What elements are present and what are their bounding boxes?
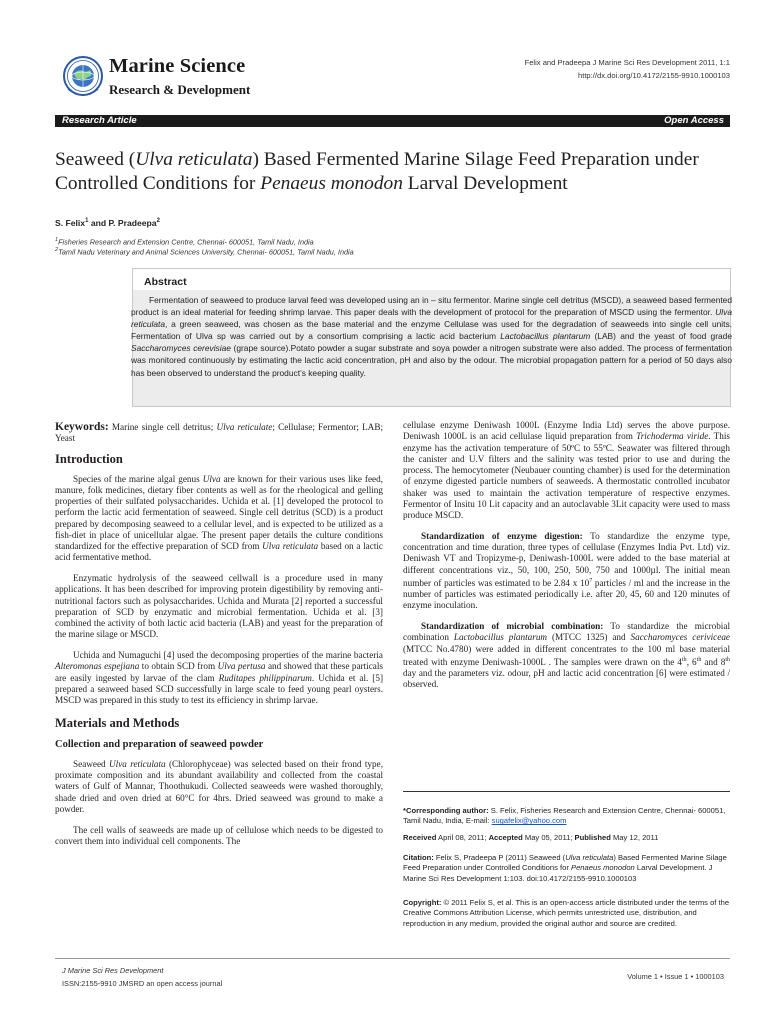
enzyme-digestion-paragraph: Standardization of enzyme digestion: To standardize the enzyme type, concentration and time duration, three types of cellulase (Enzymes India Pvt. Ltd) viz. Deniwash VT and Tropizyme-p, Deniwash-1000L were added to the base material at different concentrations viz., 50, 100, 250, 500, 750 and 1000µl. The initial mean number of particles was estimated to be 2.84 x $10^7$ particles / ml and the increase in the number of particles was estimated periodically i.e. after 20, 45, 60 and 120 minutes of enzyme inoculation. [403,530,730,611]
author-list: S. Felix$^1$ and P. Pradeepa$^2$ [55,218,160,228]
microbial-combination-paragraph: Standardization of microbial combination: To standardize the microbial combination Lactobacillus plantarum (MTCC 1325) and Saccharomyces ceriviceae (MTCC No.4780) were added in different concentrates to the 100 ml base material treated with enzyme Deniwash-1000L . The samples were drawn on the 4th, 6th and 8th day and the parameters viz. odour, pH and lactic acid concentration [6] were estimated / observed. [403,621,731,690]
article-title: Seaweed (Ulva reticulata) Based Fermented Marine Silage Feed Preparation under Controlled Conditions for Penaeus monodon Larval Development [55,149,699,194]
footer-divider [55,958,730,959]
affiliation-2: $^2$Tamil Nadu Veterinary and Animal Sciences University, Chennai- 600051, Tamil Nadu, India [55,247,354,257]
abstract-heading: Abstract [144,276,187,288]
methods-paragraph-2: The cell walls of seaweeds are made up of cellulose which needs to be digested to convert them into individual cell components. The [55,824,383,846]
footer-journal: J Marine Sci Res Development [62,966,164,975]
open-access-label: Open Access [664,115,724,126]
left-column [55,422,383,857]
right-paragraph-1: cellulase enzyme Deniwash 1000L (Enzyme India Ltd) serves the above purpose. Deniwash 1000L is an acid cellulase liquid preparation from Trichoderma viride. This enzyme has the activation temperature of 50ºC to 55ºC. Seawater was filtered through the canister and U.V filters and the salinity was tested prior to use and during the process. The hemocytometer (Neubauer counting chamber) is used for the determination of enzyme digested particle numbers of seaweeds. A thermostatic controlled incubator shaker was used to maintain the activation temperature of respective enzymes. Fermentor of Insitu 10 Lit capacity and an autoclavable 3Lit capacity were used to mass produce MSCD. [403,420,731,520]
copyright-note: Copyright: © 2011 Felix S, et al. This is an open-access article distributed under the terms of the Creative Commons Attribution License, which permits unrestricted use, distribution, and reproduction in any medium, provided the original author and source are credited. [403,898,730,928]
footer-volume-issue: Volume 1 • Issue 1 • 1000103 [627,972,724,981]
citation-line: Felix and Pradeepa J Marine Sci Res Development 2011, 1:1 [524,58,730,67]
introduction-heading: Introduction [55,451,123,466]
citation-note: Citation: Felix S, Pradeepa P (2011) Seaweed (Ulva reticulata) Based Fermented Marine Silage Feed Preparation under Controlled Conditions for Penaeus monodon Larval Development. J Marine Sci Res Development 1:103. doi:10.4172/2155-9910.1000103 [403,853,727,883]
intro-paragraph-3: Uchida and Numaguchi [4] used the decomposing properties of the marine bacteria Alteromonas espejiana to obtain SCD from Ulva pertusa and showed that these particals are easily ingested by larvae of the clam Ruditapes philippinarum. Uchida et al. [5] prepared a seaweed based SCD successfully in large scale to feed young pearl oysters. MSCD was prepared in this study to test its efficiency in shrimp larvae. [55,650,384,705]
corresponding-author-note: *Corresponding author: S. Felix, Fisheries Research and Extension Centre, Chennai- 600051, Tamil Nadu, India, E-mail: sugafelix@yahoo.com [403,806,726,826]
article-type-label: Research Article [62,115,137,126]
intro-paragraph-1: Species of the marine algal genus Ulva are known for their various uses like feed, manure, folk medicines, dietary fiber contents as well as for the rheological and gelling properties of their sulfated polysaccharides. Uchida et al. [1] developed the protocol to perform the lactic acid fermentation of seaweed. Single cell detritus (SCD) is a product prepared by decomposing seaweed to a cellular level, and is expected to be utilized as a fish-diet in place of unicellular algae. The present paper details the culture conditions standardized for the effective preparation of SCD from Ulva reticulata based on a lactic acid fermentative method. [55,473,384,563]
abstract-header-band [133,269,730,290]
email-link[interactable]: sugafelix@yahoo.com [491,816,567,826]
keywords: Keywords: Marine single cell detritus; Ulva reticulate; Cellulase; Fermentor; LAB; Yeast [55,421,383,444]
right-column [403,420,730,700]
journal-logo-icon [62,55,104,99]
methods-paragraph-1: Seaweed Ulva reticulata (Chlorophyceae) was selected based on their frond type, proximate composition and its abundant availability and collected from the coastal waters of Gulf of Mannar, Thoothukudi. Collected seaweeds were washed thoroughly, shade dried and oven dried at 60°C for 4hrs. Dried seaweed was ground to make a powder. [55,758,383,814]
footnote-divider [403,791,730,792]
article-type-banner [55,115,730,127]
doi-link[interactable]: http://dx.doi.org/10.4172/2155-9910.1000103 [577,71,730,80]
article-citation-header [525,56,730,82]
abstract-text: Fermentation of seaweed to produce larval feed was developed using an in – situ fermentor. Marine single cell detritus (MSCD), a seaweed based fermented product is an ideal material for feeding shrimp larvae. This paper deals with the development of protocol for the preparation of MSCD using the fermentor. Ulva reticulata, a green seaweed, was chosen as the base material and the enzyme Cellulase was used for the degradation of seaweeds into single cell units. Fermentation of Ulva sp was carried out by a consortium comprising a lactic acid bacterium Lactobacillus plantarum (LAB) and the yeast of food grade Saccharomyces cerevisiae (grape source).Potato powder a sugar substrate and soya powder a nitrogen substrate were also added. The process of fermentation was monitored continuously by estimating the lactic acid concentration, pH and also by the odour. The microbial propagation pattern for a period of 50 days also has been observed to understand the product’s keeping quality. [131,295,732,378]
affiliation-1: $^1$Fisheries Research and Extension Centre, Chennai- 600051, Tamil Nadu, India [55,237,314,247]
intro-paragraph-2: Enzymatic hydrolysis of the seaweed cellwall is a procedure used in many applications. It has been described for improving protein digestibility by removing anti-nutritional factors such as polysaccharides. Uchida and Murata [2] reported a successful preparation of SCD by enzymatic and microbial fermentation. Uchida et al. [3] combined the activity of both lactic acid bacteria (LAB) and yeast for the preparation of the marine silage or MSCD. [55,573,383,640]
journal-name: Marine Science [109,55,246,77]
collection-subheading: Collection and preparation of seaweed powder [55,738,264,750]
publication-dates: Received April 08, 2011; Accepted May 05, 2011; Published May 12, 2011 [403,833,659,842]
journal-subtitle: Research & Development [109,82,251,97]
footer-issn: ISSN:2155-9910 JMSRD an open access journal [62,979,223,988]
methods-heading: Materials and Methods [55,715,180,730]
